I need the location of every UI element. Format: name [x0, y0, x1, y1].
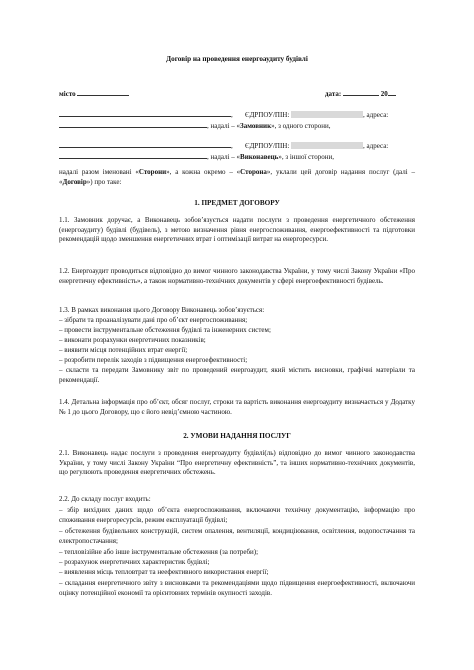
- contractor-address-label: адреса:: [366, 142, 389, 150]
- contractor-name-field[interactable]: [59, 141, 231, 148]
- customer-edrpou-label: ЄДРПОУ/ПІН:: [245, 111, 290, 119]
- customer-address-label: адреса:: [366, 111, 389, 119]
- intro-paragraph: надалі разом іменовані «Сторони», а кожна окремо – «Сторона», уклали цей договір надання послуг (далі – «Договір») про таке:: [59, 168, 415, 186]
- clause-2-2-item: – виявлення місць тепловтрат та неефективного використання енергії;: [59, 568, 269, 576]
- customer-role-pre: , надалі – «: [207, 122, 241, 130]
- clause-1-3-intro: 1.3. В рамках виконання цього Договору Виконавець зобов’язується:: [59, 306, 265, 314]
- clause-1-2: 1.2. Енергоаудит проводиться відповідно до вимог чинного законодавства України, у тому числі Закону України «Про енергетичну ефективність», а також нормативно-технічних документів у сфері енергоефективності будівель.: [59, 267, 415, 285]
- clause-1-3-item: – зібрати та проаналізувати дані про об’єкт енергоспоживання;: [59, 316, 248, 324]
- contractor-line-1: , ЄДРПОУ/ПІН: , адреса:: [59, 141, 415, 152]
- section-2-heading: 2. УМОВИ НАДАННЯ ПОСЛУГ: [183, 432, 291, 440]
- date-block: [325, 89, 435, 100]
- customer-address-field[interactable]: [59, 121, 207, 128]
- clause-2-1: 2.1. Виконавець надає послуги з проведення енергоаудиту будівлі(ль) відповідно до вимог чинного законодавства України, у тому числі Закону України “Про енергетичну ефективність”, та інших нормативно-технічних документів, що регулюють проведення енергетичних обстежень.: [59, 449, 415, 476]
- clause-1-3-last: – скласти та передати Замовнику звіт по проведений енергоаудит, який містить висновки, графічні матеріали та рекомендації.: [59, 366, 415, 384]
- clause-1-3-item: – виявити місця потенційних втрат енергії;: [59, 346, 188, 354]
- year-field[interactable]: [388, 89, 396, 96]
- contractor-role: Виконавець: [240, 153, 279, 161]
- clause-2-2-item: – розрахунок енергетичних характеристик будівлі;: [59, 558, 210, 566]
- customer-line-2: [59, 121, 415, 132]
- clause-1-1: 1.1. Замовник доручає, а Виконавець зобов’язується надати послуги з проведення енергетичного обстеження (енергоаудиту) будівлі (будівель), з метою визначення рівня енергоспоживання, енергоефективності та підготовки рекомендацій щодо зменшення енергетичних втрат і оптимізації витрат на енергоресурси.: [59, 216, 415, 243]
- contractor-edrpou-label: ЄДРПОУ/ПІН:: [245, 142, 290, 150]
- customer-role-post: », з одного сторони,: [271, 122, 331, 130]
- clause-1-4: 1.4. Детальна інформація про об’єкт, обсяг послуг, строки та вартість виконання енергоаудиту визначається у Додатку № 1 до цього Договору, що є його невід’ємною частиною.: [59, 398, 415, 416]
- clause-1-3-item: – провести інструментальне обстеження будівлі та інженерних систем;: [59, 326, 271, 334]
- date-field[interactable]: [343, 89, 379, 96]
- contractor-role-pre: , надалі – «: [207, 153, 241, 161]
- clause-1-3-item: – розробити перелік заходів з підвищення енергоефективності;: [59, 356, 248, 364]
- clause-2-2-item: – тепловізійне або інше інструментальне обстеження (за потреби);: [59, 548, 259, 556]
- customer-line-1: , ЄДРПОУ/ПІН: , адреса:: [59, 110, 415, 121]
- document-title: Договір на проведення енергоаудиту будівлі: [166, 55, 308, 63]
- contractor-address-field[interactable]: [59, 152, 207, 159]
- clause-2-2-intro: 2.2. До складу послуг входить:: [59, 495, 151, 503]
- city-label: місто: [59, 90, 76, 98]
- contractor-line-2: [59, 152, 415, 163]
- city-field[interactable]: [77, 89, 129, 96]
- clause-2-2-item: – збір вихідних даних щодо об’єкта енергоспоживання, включаючи технічну документацію, інформацію про споживання енергоресурсів, режим експлуатації будівлі;: [59, 506, 415, 524]
- clause-2-2-last: – складання енергетичного звіту з висновками та рекомендаціями щодо підвищення енергоефективності, включаючи оцінку потенційної економії та орієнтовних термінів окупності заходів.: [59, 579, 415, 597]
- section-1-heading: 1. ПРЕДМЕТ ДОГОВОРУ: [194, 199, 280, 207]
- date-label: дата:: [325, 90, 342, 98]
- clause-1-3-item: – виконати розрахунки енергетичних показників;: [59, 336, 206, 344]
- customer-role: Замовник: [240, 122, 272, 130]
- contractor-role-post: », з іншої сторони,: [278, 153, 334, 161]
- contractor-edrpou-field[interactable]: [291, 142, 363, 149]
- customer-name-field[interactable]: [59, 110, 231, 117]
- clause-2-2-item: – обстеження будівельних конструкцій, систем опалення, вентиляції, кондиціювання, освітлення, водопостачання та електропостачання;: [59, 527, 415, 545]
- customer-edrpou-field[interactable]: [291, 111, 363, 118]
- year-prefix: 20: [380, 90, 388, 98]
